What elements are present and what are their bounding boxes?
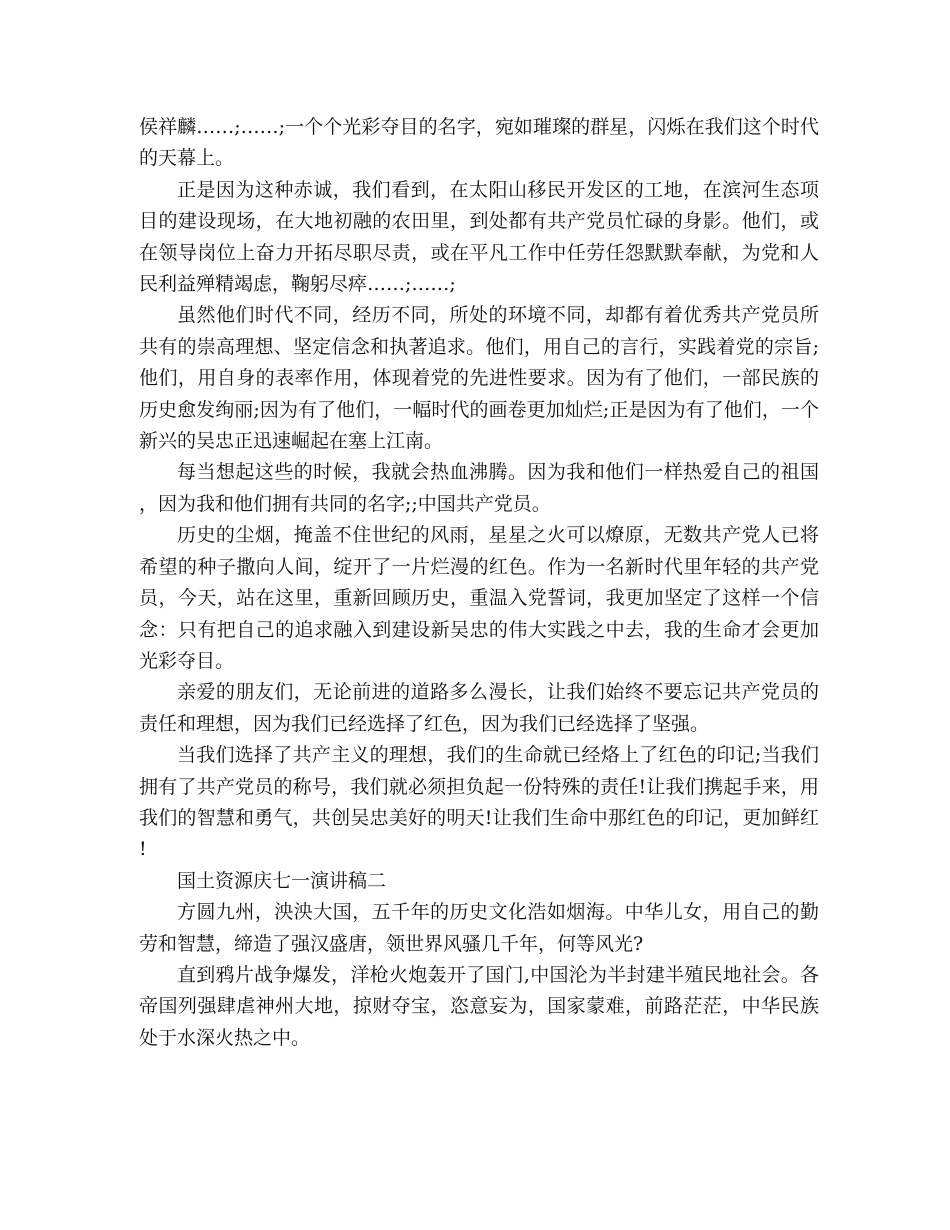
paragraph-5: 历史的尘烟，掩盖不住世纪的风雨，星星之火可以燎原，无数共产党人已将希望的种子撒向人间，绽开了一片烂漫的红色。作为一名新时代里年轻的共产党员，今天，站在这里，重新回顾历史，重温入党誓词，我更加坚定了这样一个信念：只有把自己的追求融入到建设新吴忠的伟大实践之中去，我的生命才会更加光彩夺目。 (139, 524, 819, 672)
paragraph-2: 正是因为这种赤诚，我们看到，在太阳山移民开发区的工地，在滨河生态项目的建设现场，在大地初融的农田里，到处都有共产党员忙碌的身影。他们，或在领导岗位上奋力开拓尽职尽责，或在平凡工作中任劳任怨默默奉献，为党和人民利益殚精竭虑，鞠躬尽瘁……;……; (139, 178, 819, 296)
paragraph-6: 亲爱的朋友们，无论前进的道路多么漫长，让我们始终不要忘记共产党员的责任和理想，因为我们已经选择了红色，因为我们已经选择了坚强。 (139, 681, 819, 735)
paragraph-3: 虽然他们时代不同，经历不同，所处的环境不同，却都有着优秀共产党员所共有的崇高理想、坚定信念和执著追求。他们，用自己的言行，实践着党的宗旨;他们，用自身的表率作用，体现着党的先进性要求。因为有了他们，一部民族的历史愈发绚丽;因为有了他们，一幅时代的画卷更加灿烂;正是因为有了他们，一个新兴的吴忠正迅速崛起在塞上江南。 (139, 304, 819, 453)
document-body (139, 112, 819, 1054)
paragraph-7: 当我们选择了共产主义的理想，我们的生命就已经烙上了红色的印记;当我们拥有了共产党员的称号，我们就必须担负起一份特殊的责任!让我们携起手来，用我们的智慧和勇气，共创吴忠美好的明天!让我们生命中那红色的印记，更加鲜红! (139, 744, 819, 861)
paragraph-4: 每当想起这些的时候，我就会热血沸腾。因为我和他们一样热爱自己的祖国，因为我和他们拥有共同的名字;;中国共产党员。 (139, 461, 819, 515)
paragraph-8: 方圆九州，泱泱大国，五千年的历史文化浩如烟海。中华儿女，用自己的勤劳和智慧，缔造了强汉盛唐，领世界风骚几千年，何等风光? (139, 901, 819, 955)
section-heading: 国土资源庆七一演讲稿二 (177, 869, 387, 892)
paragraph-9: 直到鸦片战争爆发，洋枪火炮轰开了国门,中国沦为半封建半殖民地社会。各帝国列强肆虐神州大地，掠财夺宝，恣意妄为，国家蒙难，前路茫茫，中华民族处于水深火热之中。 (139, 963, 819, 1049)
paragraph-1: 侯祥麟……;……;一个个光彩夺目的名字，宛如璀璨的群星，闪烁在我们这个时代的天幕上。 (139, 116, 819, 170)
